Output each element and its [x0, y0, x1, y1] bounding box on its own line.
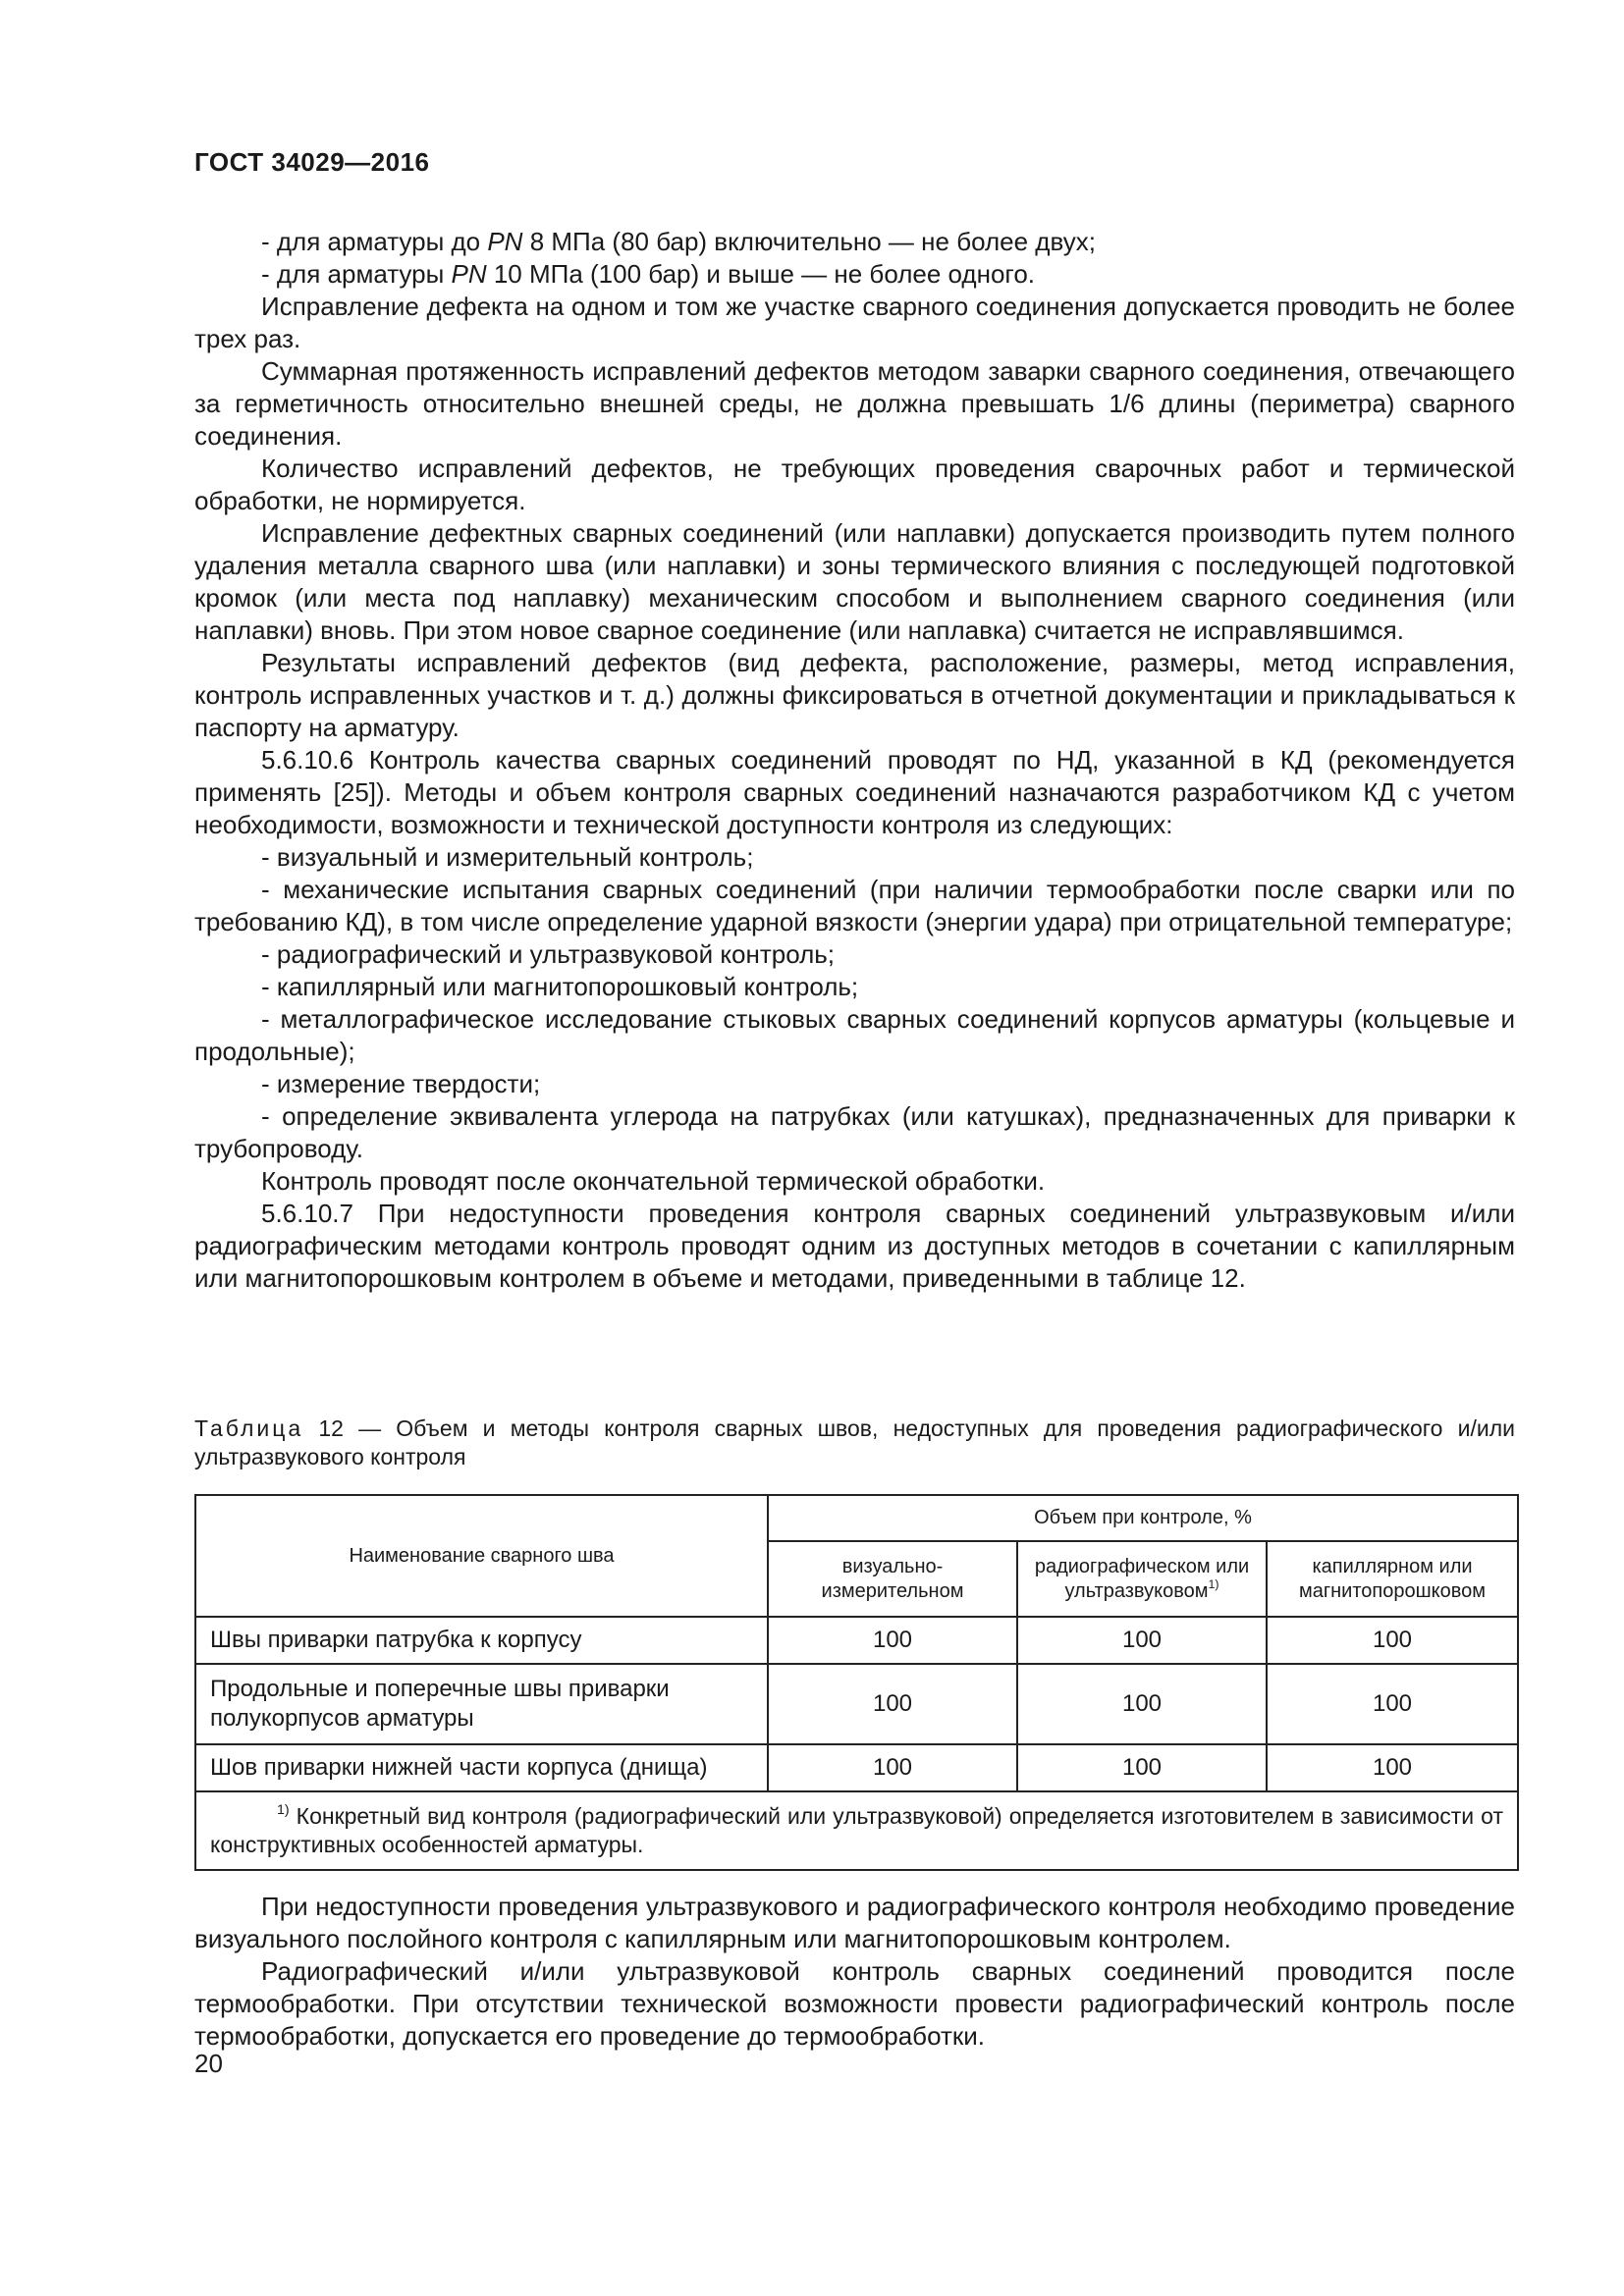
table-row	[195, 1617, 1518, 1664]
table-caption	[194, 1415, 1515, 1471]
list-item: - определение эквивалента углерода на патрубках (или катушках), предназначенных для приварки к трубопроводу.	[194, 1101, 1515, 1163]
cell-name: Шов приварки нижней части корпуса (днища)	[195, 1744, 768, 1791]
footnote-reference: 1)	[1208, 1576, 1219, 1591]
cell-radio: 100	[1017, 1744, 1267, 1791]
cell-visual: 100	[768, 1617, 1017, 1664]
body-text	[194, 226, 1515, 1295]
paragraph: Исправление дефектных сварных соединений (или наплавки) допускается производить путем полного удаления металла сварного шва (или наплавки) и зоны термического влияния с последующей подготовкой кромок (или места под наплавку) механическим способом и выполнением сварного соединения (или наплавки) вновь. При этом новое сварное соединение (или наплавка) считается не исправлявшимся.	[194, 518, 1515, 645]
list-item: - измерение твердости;	[261, 1069, 541, 1098]
paragraph-5-6-10-7: 5.6.10.7 При недоступности проведения контроля сварных соединений ультразвуковым и/или радиографическим методами контроль проводят одним из доступных методов в сочетании с капиллярным или магнитопорошковым контролем в объеме и методами, приведенными в таблице 12.	[194, 1199, 1515, 1293]
column-header-radio: радиографическом или ультразвуковом$^{1)}$	[1017, 1541, 1267, 1617]
cell-visual: 100	[768, 1664, 1017, 1744]
table-caption-text: 12 — Объем и методы контроля сварных швов, недоступных для проведения радиографического и/или ультразвукового контроля	[194, 1415, 1515, 1469]
footnote-mark: 1)	[277, 1801, 290, 1818]
list-item: - металлографическое исследование стыковых сварных соединений корпусов арматуры (кольцевые и продольные);	[194, 1004, 1515, 1066]
table-12	[194, 1494, 1519, 1871]
paragraph: Результаты исправлений дефектов (вид дефекта, расположение, размеры, метод исправления, контроль исправленных участков и т. д.) должны фиксироваться в отчетной документации и прикладываться к паспорту на арматуру.	[194, 648, 1515, 742]
tail-text	[194, 1891, 1515, 2053]
list-item-pn8: - для арматуры до PN 8 МПа (80 бар) включительно — не более двух;	[261, 227, 1096, 256]
table-row	[195, 1664, 1518, 1744]
paragraph: При недоступности проведения ультразвукового и радиографического контроля необходимо проведение визуального послойного контроля с капиллярным или магнитопорошковым контролем.	[194, 1892, 1515, 1953]
table-footnote	[195, 1791, 1518, 1870]
paragraph-5-6-10-6: 5.6.10.6 Контроль качества сварных соединений проводят по НД, указанной в КД (рекомендуется применять [25]). Методы и объем контроля сварных соединений назначаются разработчиком КД с учетом необходимости, возможности и технической доступности контроля из следующих:	[194, 745, 1515, 839]
cell-radio: 100	[1017, 1617, 1267, 1664]
footnote-text: Конкретный вид контроля (радиографический или ультразвуковой) определяется изготовителем в зависимости от конструктивных особенностей арматуры.	[210, 1803, 1503, 1857]
table-footnote-row	[195, 1791, 1518, 1870]
cell-capillary: 100	[1267, 1664, 1518, 1744]
column-header-name: Наименование сварного шва	[195, 1495, 768, 1617]
cell-capillary: 100	[1267, 1744, 1518, 1791]
cell-visual: 100	[768, 1744, 1017, 1791]
table-caption-label: Таблица	[194, 1415, 304, 1441]
paragraph: Радиографический и/или ультразвуковой контроль сварных соединений проводится после термообработки. При отсутствии технической возможности провести радиографический контроль после термообработки, допускается его проведение до термообработки.	[194, 1956, 1515, 2051]
paragraph: Суммарная протяженность исправлений дефектов методом заварки сварного соединения, отвечающего за герметичность относительно внешней среды, не должна превышать 1/6 длины (периметра) сварного соединения.	[194, 356, 1515, 451]
paragraph: Контроль проводят после окончательной термической обработки.	[261, 1166, 1046, 1196]
cell-radio: 100	[1017, 1664, 1267, 1744]
column-header-visual: визуально-измерительном	[768, 1541, 1017, 1617]
list-item: - капиллярный или магнитопорошковый контроль;	[261, 972, 859, 1001]
document-code-header: ГОСТ 34029—2016	[194, 147, 430, 177]
list-item: - визуальный и измерительный контроль;	[261, 842, 754, 872]
list-item: - радиографический и ультразвуковой контроль;	[261, 939, 836, 969]
cell-name: Продольные и поперечные швы приварки полукорпусов арматуры	[195, 1664, 768, 1744]
column-header-capillary: капиллярном или магнитопорошковом	[1267, 1541, 1518, 1617]
column-group-header: Объем при контроле, %	[768, 1495, 1518, 1541]
list-item: - механические испытания сварных соединений (при наличии термообработки после сварки или по требованию КД), в том числе определение ударной вязкости (энергии удара) при отрицательной температуре;	[194, 875, 1515, 936]
paragraph: Количество исправлений дефектов, не требующих проведения сварочных работ и термической обработки, не нормируется.	[194, 454, 1515, 515]
page-number: 20	[194, 2049, 223, 2078]
list-item-pn10: - для арматуры PN 10 МПа (100 бар) и выше — не более одного.	[261, 259, 1036, 289]
cell-name: Швы приварки патрубка к корпусу	[195, 1617, 768, 1664]
cell-capillary: 100	[1267, 1617, 1518, 1664]
table-row	[195, 1744, 1518, 1791]
paragraph: Исправление дефекта на одном и том же участке сварного соединения допускается проводить не более трех раз.	[194, 292, 1515, 353]
